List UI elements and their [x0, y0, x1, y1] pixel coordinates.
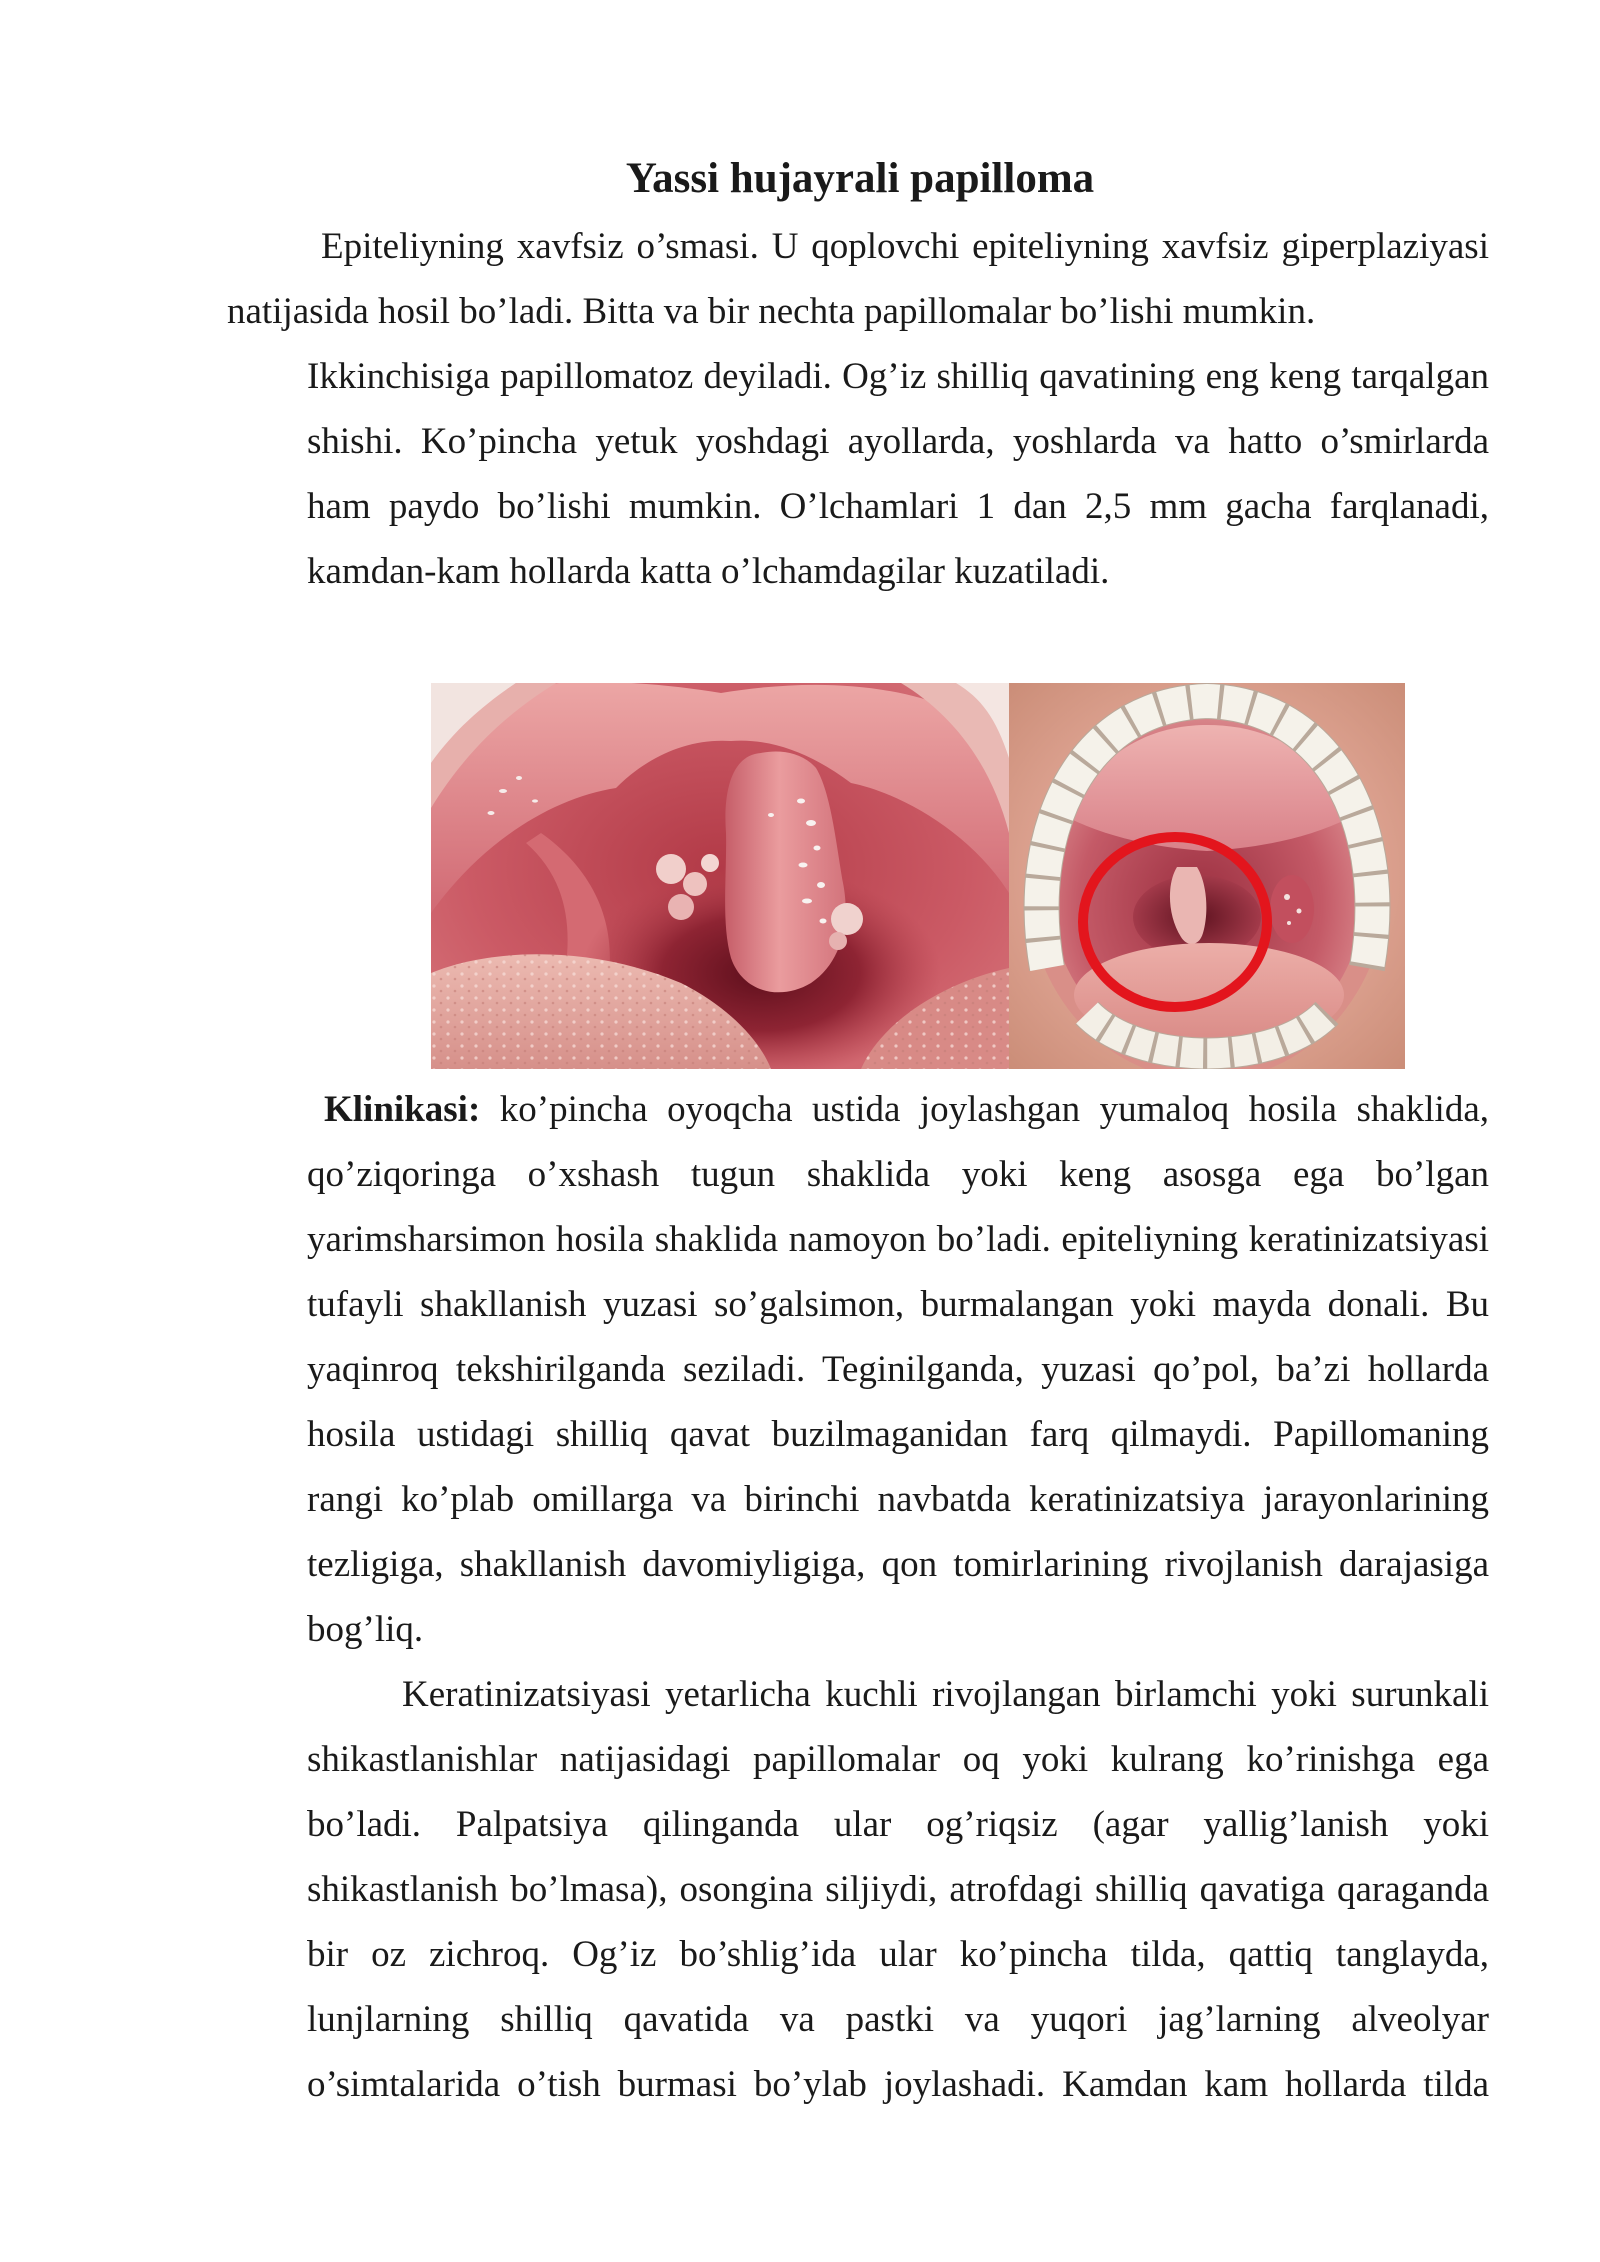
- keratinization-paragraph: [307, 1662, 1489, 2117]
- tonsil: [1270, 875, 1314, 943]
- intro-line: kamdan-kam hollarda katta o’lchamdagilar kuzatiladi.: [307, 551, 1110, 592]
- intro-line: Epiteliyning xavfsiz o’smasi. U qoplovchi epiteliyning xavfsiz giperplaziyasi: [321, 226, 1489, 267]
- clinical-line-text: ko’pincha oyoqcha ustida joylashgan yumaloq hosila shaklida,: [499, 1089, 1490, 1130]
- highlight: [532, 799, 538, 802]
- nodule: [829, 932, 847, 950]
- intro-line: natijasida hosil bo’ladi. Bitta va bir nechta papillomalar bo’lishi mumkin.: [227, 291, 1316, 332]
- keratinization-line: shikastlanishlar natijasidagi papillomalar oq yoki kulrang ko’rinishga ega: [307, 1739, 1489, 1780]
- open-mouth-photo: [1009, 683, 1405, 1069]
- spot: [1284, 894, 1290, 900]
- keratinization-line: Keratinizatsiyasi yetarlicha kuchli rivojlangan birlamchi yoki surunkali: [402, 1674, 1489, 1715]
- highlight: [516, 776, 522, 780]
- clinical-line: [324, 1077, 1489, 1142]
- highlight: [802, 899, 812, 904]
- figure-photos: [431, 683, 1405, 1069]
- spot: [1287, 921, 1291, 925]
- highlight: [499, 789, 507, 793]
- intro-line: shishi. Ko’pincha yetuk yoshdagi ayollarda, yoshlarda va hatto o’smirlarda: [307, 421, 1489, 462]
- nodule: [701, 854, 719, 872]
- intro-paragraph: [227, 214, 1489, 604]
- spot: [1297, 909, 1302, 914]
- highlight: [806, 820, 816, 826]
- clinical-line: yarimsharsimon hosila shaklida namoyon bo’ladi. epiteliyning keratinizatsiyasi: [307, 1219, 1489, 1260]
- clinical-line: yaqinroq tekshirilganda seziladi. Teginilganda, yuzasi qo’pol, ba’zi hollarda: [307, 1349, 1489, 1390]
- clinical-paragraph: [307, 1077, 1489, 1662]
- clinical-line: tufayli shakllanish yuzasi so’galsimon, burmalangan yoki mayda donali. Bu: [307, 1284, 1489, 1325]
- highlight: [797, 799, 805, 804]
- highlight: [488, 811, 495, 815]
- clinical-line: tezligiga, shakllanish davomiyligiga, qon tomirlarining rivojlanish darajasiga: [307, 1544, 1489, 1585]
- clinical-line: bog’liq.: [307, 1609, 424, 1650]
- nodule: [668, 894, 694, 920]
- nodule: [656, 854, 686, 884]
- clinical-line: hosila ustidagi shilliq qavat buzilmaganidan farq qilmaydi. Papillomaning: [307, 1414, 1489, 1455]
- clinical-line: qo’ziqoringa o’xshash tugun shaklida yoki keng asosga ega bo’lgan: [307, 1154, 1489, 1195]
- clinical-label: Klinikasi:: [324, 1089, 481, 1130]
- highlight: [799, 863, 808, 868]
- nodule: [683, 872, 707, 896]
- highlight: [817, 882, 825, 888]
- keratinization-line: bo’ladi. Palpatsiya qilinganda ular og’riqsiz (agar yallig’lanish yoki: [307, 1804, 1489, 1845]
- intro-line: ham paydo bo’lishi mumkin. O’lchamlari 1 dan 2,5 mm gacha farqlanadi,: [307, 486, 1489, 527]
- intro-line: Ikkinchisiga papillomatoz deyiladi. Og’iz shilliq qavatining eng keng tarqalgan: [307, 356, 1489, 397]
- keratinization-line: shikastlanish bo’lmasa), osongina siljiydi, atrofdagi shilliq qavatiga qaraganda: [307, 1869, 1489, 1910]
- keratinization-line: bir oz zichroq. Og’iz bo’shlig’ida ular ko’pincha tilda, qattiq tanglayda,: [307, 1934, 1489, 1975]
- clinical-line: rangi ko’plab omillarga va birinchi navbatda keratinizatsiya jarayonlarining: [307, 1479, 1489, 1520]
- highlight: [820, 919, 827, 924]
- page-title: Yassi hujayrali papilloma: [625, 155, 1095, 202]
- highlight: [768, 813, 774, 817]
- throat-photo: [431, 683, 1009, 1069]
- nodule: [831, 903, 863, 935]
- highlight: [814, 846, 821, 851]
- keratinization-line: lunjlarning shilliq qavatida va pastki va yuqori jag’larning alveolyar: [307, 1999, 1489, 2040]
- keratinization-line: o’simtalarida o’tish burmasi bo’ylab joylashadi. Kamdan kam hollarda tilda: [307, 2064, 1489, 2105]
